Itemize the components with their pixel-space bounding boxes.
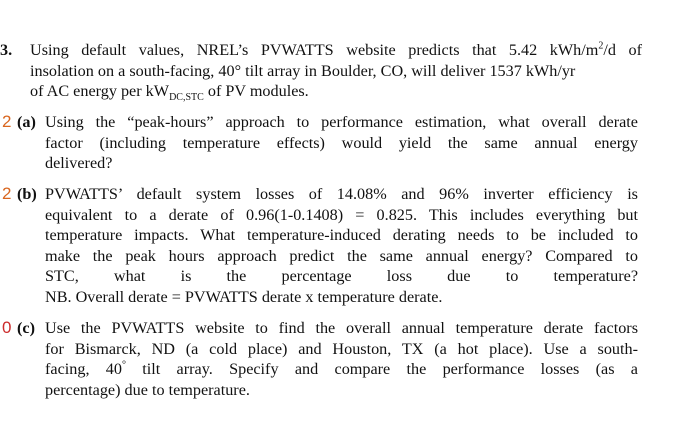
question-number-text: 3. (0, 41, 13, 59)
part-c-line-3: facing, 40° tilt array. Specify and compare the performance losses (as a (45, 359, 638, 379)
part-b-line-5: STC, what is the percentage loss due to temperature? (45, 267, 638, 286)
part-b-points: 2 (2, 184, 12, 203)
part-b-line-3: temperature impacts. What temperature-induced derating needs to be included to (45, 226, 638, 245)
part-b-line-2: equivalent to a derate of 0.96(1-0.1408) = 0.825. This includes everything but (45, 205, 638, 224)
part-a-line-3: delivered? (45, 154, 113, 173)
part-b-line-1: PVWATTS’ default system losses of 14.08% and 96% inverter efficiency is (45, 185, 638, 203)
part-a-label: (a) (17, 113, 36, 131)
part-c-label: (c) (17, 319, 35, 337)
part-a-line-2: factor (including temperature effects) would yield the same annual energy (45, 133, 638, 152)
question-stem (30, 40, 642, 102)
question-number (0, 40, 12, 61)
part-c-line-4: percentage) due to temperature. (45, 380, 250, 399)
part-b-line-4: make the peak hours approach predict the same annual energy? Compared to (45, 246, 638, 265)
part-b-label: (b) (17, 185, 37, 203)
part-c-line-2: for Bismarck, ND (a cold place) and Houston, TX (a hot place). Use a south- (45, 339, 638, 358)
question-stem-line-1: Using default values, NREL’s PVWATTS website predicts that 5.42 kWh/$m^2/d$ of (30, 40, 642, 59)
part-b-text (45, 184, 638, 308)
part-a-text (45, 112, 638, 174)
question-stem-line-2: insolation on a south-facing, 40° tilt array in Boulder, CO, will deliver 1537 kWh/yr (30, 61, 576, 80)
part-c-points: 0 (2, 318, 12, 337)
part-a-points: 2 (2, 112, 12, 131)
part-a-line-1: Using the “peak-hours” approach to performance estimation, what overall derate (45, 113, 638, 131)
part-b-line-6: NB. Overall derate = PVWATTS derate x temperature derate. (45, 287, 443, 306)
question-stem-line-3: of AC energy per $kW_{DC,STC}$ of PV modules. (30, 82, 309, 104)
part-c-line-1: Use the PVWATTS website to find the overall annual temperature derate factors (45, 319, 638, 337)
part-c-text (45, 318, 638, 400)
